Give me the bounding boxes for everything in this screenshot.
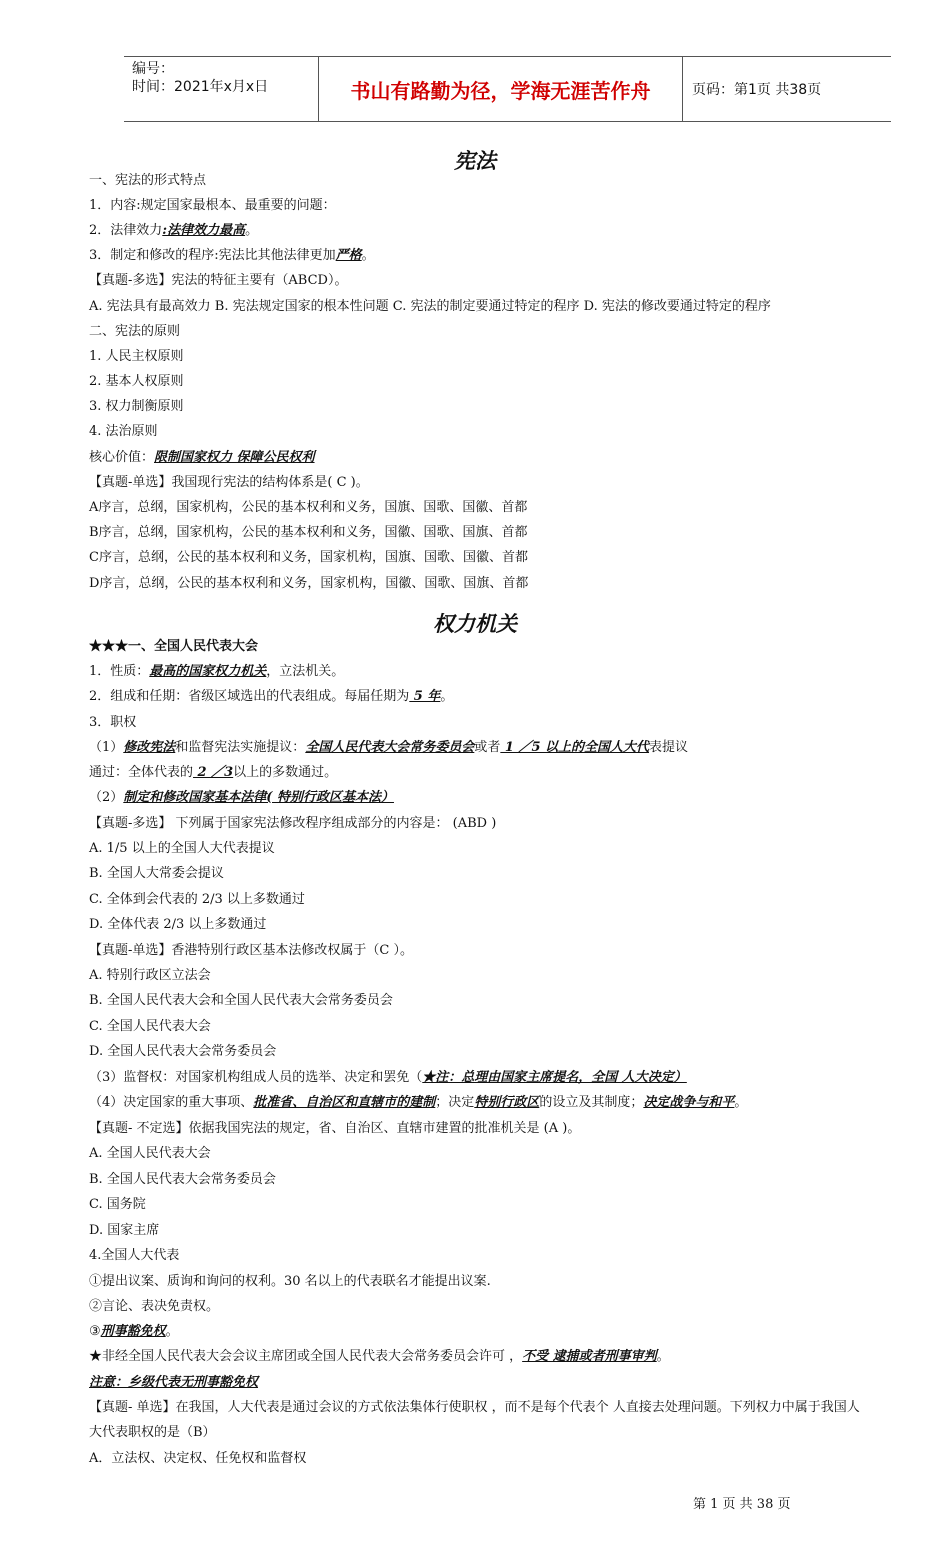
text-line <box>89 841 275 857</box>
emphasis-text: 2 ／3 <box>193 765 234 780</box>
text-line <box>89 1019 211 1035</box>
line-text: B. 全国人大常委会提议 <box>89 866 224 881</box>
text-line <box>89 790 394 806</box>
line-text: 2. 基本人权原则 <box>89 374 184 389</box>
text-line <box>89 500 527 516</box>
line-text: B. 全国人民代表大会和全国人民代表大会常务委员会 <box>89 993 393 1008</box>
emphasis-text: 修改宪法 <box>123 740 176 755</box>
emphasis-text: 5 年 <box>409 689 441 704</box>
text-line <box>89 198 336 214</box>
text-line <box>89 1425 216 1441</box>
line-text: B. 全国人民代表大会常务委员会 <box>89 1172 276 1187</box>
text-line <box>89 943 413 959</box>
line-text: 1. 人民主权原则 <box>89 349 184 364</box>
line-text: 一、宪法的形式特点 <box>89 173 207 188</box>
text-line <box>89 1400 860 1416</box>
emphasis-text: 特别行政区 <box>474 1095 540 1110</box>
section-title-power-organ: 权力机关 <box>433 612 517 636</box>
text-line <box>89 374 184 390</box>
line-text: ，立法机关。 <box>266 664 345 679</box>
document-time-label: 时间：2021年x月x日 <box>132 79 269 95</box>
line-text: 【真题-多选】 下列属于国家宪法修改程序组成部分的内容是： (ABD ) <box>89 816 497 831</box>
text-line <box>89 765 337 781</box>
emphasis-text: ★注：总理由国家主席提名，全国 人大决定） <box>422 1070 687 1085</box>
line-text: 表提议 <box>649 740 689 755</box>
emphasis-text: 1 ／5 以上的全国人大代 <box>500 740 650 755</box>
page-footer: 第 1 页 共 38 页 <box>693 1497 791 1512</box>
line-text: 【真题- 不定选】依据我国宪法的规定，省、自治区、直辖市建置的批准机关是 (A )。 <box>89 1121 581 1136</box>
line-text: D. 国家主席 <box>89 1223 160 1238</box>
text-line <box>89 1197 146 1213</box>
text-line <box>89 349 184 365</box>
line-text: 和监督宪法实施提议： <box>175 740 306 755</box>
text-line <box>89 689 453 705</box>
text-line <box>89 1044 276 1060</box>
line-text: 【真题-单选】我国现行宪法的结构体系是( C )。 <box>89 475 369 490</box>
line-text: 2．组成和任期：省级区域选出的代表组成。每届任期为 <box>89 689 410 704</box>
line-text: 【真题- 单选】在我国，人大代表是通过会议的方式依法集体行使职权 ，而不是每个代表个 人直接去处理问题。下列权力中属于我国人 <box>89 1400 860 1415</box>
text-line <box>89 1223 159 1239</box>
text-line <box>89 173 206 189</box>
line-text: 1．内容:规定国家最根本、最重要的问题： <box>89 198 336 213</box>
line-text: 的设立及其制度； <box>539 1095 644 1110</box>
text-line <box>89 576 528 592</box>
text-line <box>89 1172 276 1188</box>
line-text: 以上的多数通过。 <box>233 765 338 780</box>
text-line <box>89 324 180 340</box>
text-line <box>89 1248 179 1264</box>
text-line <box>89 299 771 315</box>
line-text: 3. 权力制衡原则 <box>89 399 184 414</box>
text-line <box>89 1349 670 1365</box>
line-text: C. 全国人民代表大会 <box>89 1019 211 1034</box>
text-line <box>89 664 344 680</box>
line-text: ；决定 <box>435 1095 475 1110</box>
line-text: 或者 <box>474 740 501 755</box>
line-text: ②言论、表决免责权。 <box>89 1299 220 1314</box>
line-text: 2．法律效力 <box>89 223 163 238</box>
text-line <box>89 639 258 655</box>
header-motto: 书山有路勤为径，学海无涯苦作舟 <box>319 57 683 121</box>
line-text: （3）监督权：对国家机构组成人员的选举、决定和罢免（ <box>89 1070 423 1085</box>
emphasis-text: 刑事豁免权 <box>100 1324 166 1339</box>
text-line <box>89 223 258 239</box>
line-text: A. 全国人民代表大会 <box>89 1146 211 1161</box>
text-line <box>89 475 369 491</box>
section-title-constitution: 宪法 <box>454 149 496 173</box>
emphasis-text: 严格 <box>335 248 362 263</box>
text-line <box>89 550 528 566</box>
text-line <box>89 866 224 882</box>
line-text: 4. 法治原则 <box>89 424 158 439</box>
line-text: （1） <box>89 740 124 755</box>
text-line <box>89 816 496 832</box>
line-text: D序言，总纲，公民的基本权利和义务，国家机构，国徽、国歌、国旗、首都 <box>89 576 529 591</box>
line-text: 。 <box>361 248 375 263</box>
bold-heading-text: ★★★一、全国人民代表大会 <box>89 639 259 654</box>
line-text: 二、宪法的原则 <box>89 324 181 339</box>
line-text: ③ <box>89 1324 101 1339</box>
line-text: A. 宪法具有最高效力 B. 宪法规定国家的根本性问题 C. 宪法的制定要通过特定的程序 D. 宪法的修改要通过特定的程序 <box>89 299 771 314</box>
line-text: 大代表职权的是（B） <box>89 1425 216 1440</box>
line-text: A. 1/5 以上的全国人大代表提议 <box>89 841 275 856</box>
text-line <box>89 1146 211 1162</box>
emphasis-text: 决定战争与和平 <box>643 1095 735 1110</box>
text-line <box>89 892 305 908</box>
emphasis-text: 限制国家权力 保障公民权利 <box>154 450 315 465</box>
text-line <box>89 917 266 933</box>
header-table <box>124 56 891 122</box>
text-line <box>89 1274 491 1290</box>
line-text: （4）决定国家的重大事项、 <box>89 1095 254 1110</box>
emphasis-text: 制定和修改国家基本法律( 特别行政区基本法） <box>123 790 394 805</box>
line-text: D. 全体代表 2/3 以上多数通过 <box>89 917 267 932</box>
line-text: B序言，总纲，国家机构，公民的基本权利和义务，国徽、国歌、国旗、首都 <box>89 525 528 540</box>
line-text: ①提出议案、质询和询问的权利。30 名以上的代表联名才能提出议案. <box>89 1274 491 1289</box>
line-text: 【真题-单选】香港特别行政区基本法修改权属于（C ）。 <box>89 943 413 958</box>
emphasis-text: 批准省、自治区和直辖市的建制 <box>253 1095 436 1110</box>
emphasis-text: 最高的国家权力机关 <box>149 664 267 679</box>
line-text: （2） <box>89 790 124 805</box>
text-line <box>89 1451 306 1467</box>
line-text: 3．职权 <box>89 715 137 730</box>
text-line <box>89 273 347 289</box>
text-line <box>89 248 375 264</box>
line-text: 。 <box>734 1095 748 1110</box>
line-text: 。 <box>440 689 454 704</box>
text-line <box>89 1324 179 1340</box>
line-text: 。 <box>245 223 259 238</box>
text-line <box>89 525 528 541</box>
line-text: A. 特别行政区立法会 <box>89 968 211 983</box>
text-line <box>89 424 158 440</box>
text-line <box>89 1299 219 1315</box>
line-text: C. 国务院 <box>89 1197 146 1212</box>
line-text: D. 全国人民代表大会常务委员会 <box>89 1044 277 1059</box>
line-text: 1．性质： <box>89 664 150 679</box>
line-text: 核心价值： <box>89 450 155 465</box>
line-text: 【真题-多选】宪法的特征主要有（ABCD）。 <box>89 273 348 288</box>
line-text: 4.全国人大代表 <box>89 1248 180 1263</box>
line-text: A序言，总纲，国家机构，公民的基本权利和义务，国旗、国歌、国徽、首都 <box>89 500 528 515</box>
text-line <box>89 715 136 731</box>
text-line <box>89 968 211 984</box>
header-page-number: 页码：第1页 共38页 <box>692 82 822 98</box>
text-line <box>89 1070 687 1086</box>
line-text: 。 <box>165 1324 179 1339</box>
emphasis-text: 全国人民代表大会常务委员会 <box>305 740 475 755</box>
line-text: 。 <box>656 1349 670 1364</box>
line-text: ★非经全国人民代表大会会议主席团或全国人民代表大会常务委员会许可 ， <box>89 1349 523 1364</box>
line-text: A．立法权、决定权、任免权和监督权 <box>89 1451 307 1466</box>
emphasis-text: :法律效力最高 <box>162 223 246 238</box>
line-text: 通过：全体代表的 <box>89 765 194 780</box>
line-text: 3．制定和修改的程序:宪法比其他法律更加 <box>89 248 336 263</box>
text-line <box>89 740 688 756</box>
text-line <box>89 1095 747 1111</box>
text-line <box>89 450 315 466</box>
text-line <box>89 1121 580 1137</box>
emphasis-text: 注意：乡级代表无刑事豁免权 <box>89 1375 259 1390</box>
text-line <box>89 399 184 415</box>
document-number-label: 编号： <box>132 61 174 77</box>
text-line <box>89 1375 258 1391</box>
header-meta-cell <box>124 57 319 121</box>
line-text: C. 全体到会代表的 2/3 以上多数通过 <box>89 892 305 907</box>
text-line <box>89 993 393 1009</box>
emphasis-text: 不受 逮捕或者刑事审判 <box>522 1349 657 1364</box>
line-text: C序言，总纲，公民的基本权利和义务，国家机构，国旗、国歌、国徽、首都 <box>89 550 528 565</box>
